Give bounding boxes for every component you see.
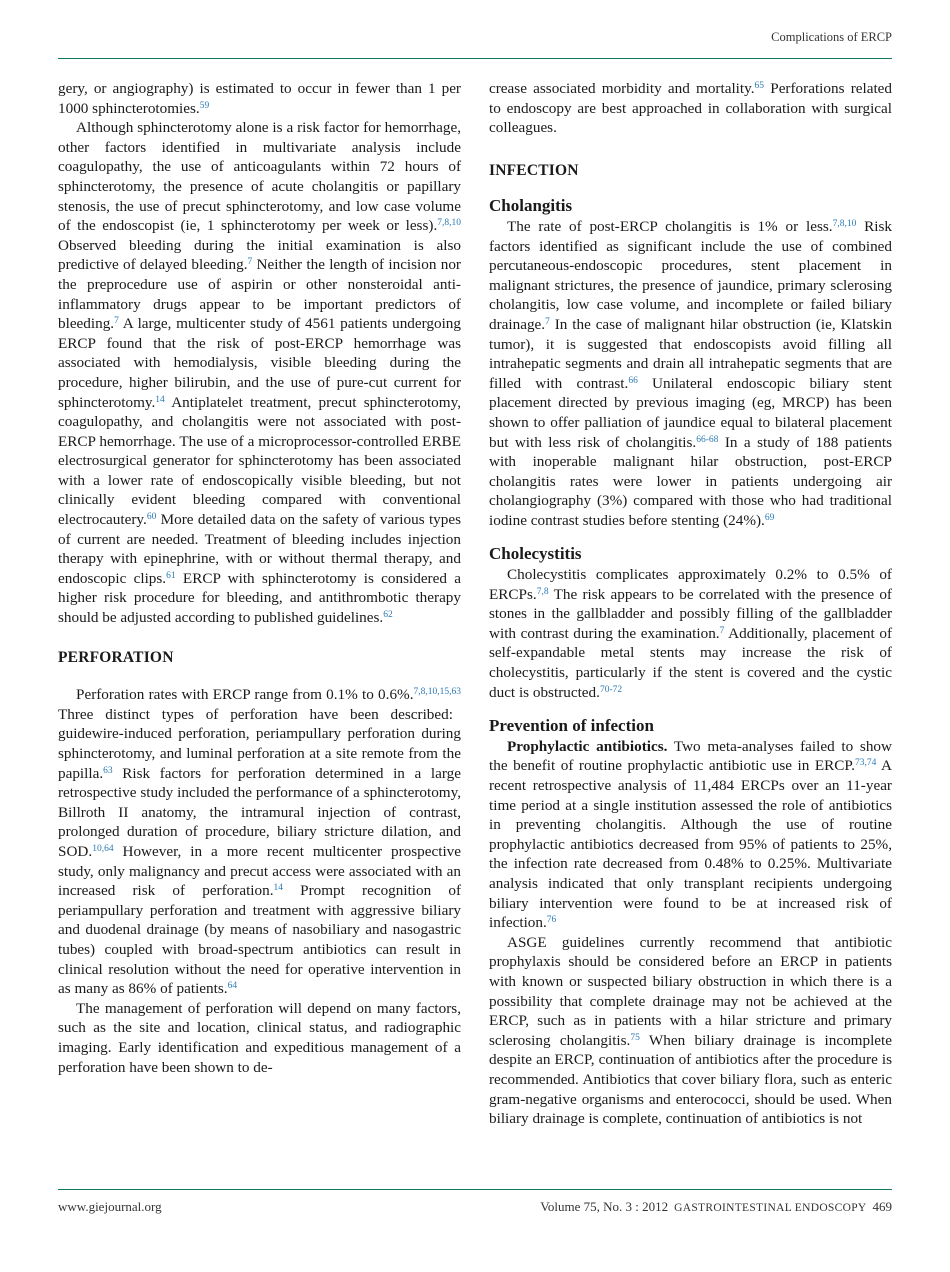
citation-link[interactable]: 60	[146, 512, 157, 523]
page-number: 469	[872, 1199, 892, 1214]
citation-link[interactable]: 69	[764, 512, 775, 523]
footer-citation	[540, 1199, 892, 1215]
citation-link[interactable]: 7	[247, 257, 253, 268]
paragraph: Although sphincterotomy alone is a risk factor for hemorrhage, other factors identified in multivariate analysis include coagulopathy, the use of anticoagulants within 72 hours of sphincterotomy, the presence of acute cholangitis or papillary stenosis, the use of precut sphincterotomy, and low case volume of the endoscopist (ie, 1 sphincterotomy per week or less).$^{7,8,10}$ Observed bleeding during the initial examination is also predictive of delayed bleeding.$^7$ Neither the length of incision nor the preprocedure use of aspirin or other nonsteroidal anti-inflammatory drugs appear to be important predictors of bleeding.$^7$ A large, multicenter study of 4561 patients undergoing ERCP found that the risk of post-ERCP hemorrhage was associated with hemodialysis, visible bleeding during the procedure, higher bilirubin, and the use of pure-cut current for sphincterotomy.$^{14}$ Antiplatelet treatment, precut sphincterotomy, coagulopathy, and cholangitis were not associated with post-ERCP hemorrhage. The use of a microprocessor-controlled ERBE electrosurgical generator for sphincterotomy has been associated with a lower rate of endoscopically visible bleeding, but not clinically evident bleeding compared with conventional electrocautery.$^{60}$ More detailed data on the safety of various types of current are needed. Treatment of bleeding includes injection therapy with epinephrine, with or without thermal therapy, and endoscopic clips.$^{61}$ ERCP with sphincterotomy is considered a higher risk procedure for bleeding, and antithrombotic therapy should be adjusted according to published guidelines.$^{62}$	[58, 119, 461, 627]
citation-link[interactable]: 7,8,10	[437, 218, 461, 229]
left-column	[58, 79, 461, 1077]
citation-link[interactable]: 76	[546, 915, 557, 926]
citation-link[interactable]: 73,74	[854, 758, 877, 769]
paragraph: Prophylactic antibiotics. Two meta-analyses failed to show the benefit of routine prophylactic antibiotic use in ERCP.$^{73,74}$ A recent retrospective analysis of 11,484 ERCPs over an 11-year time period at a single institution assessed the role of antibiotics in preventing cholangitis. Although the use of routine prophylactic antibiotics decreased from 95% of patients to 25%, the infection rate decreased from 0.48% to 0.25%. Multivariate analysis indicated that only transplant recipients undergoing biliary intervention were found to be at increased risk of infection.$^{76}$	[489, 737, 892, 932]
subsection-heading-cholecystitis: Cholecystitis	[489, 544, 582, 564]
paragraph: Cholecystitis complicates approximately 0.2% to 0.5% of ERCPs.$^{7,8}$ The risk appears to be correlated with the presence of stones in the gallbladder and possibly filling of the gallbladder with contrast during the examination.$^7$ Additionally, placement of self-expandable metal stents may increase the risk of cholecystitis, particularly if the stent is covered and the cystic duct is obstructed.$^{70-72}$	[489, 566, 892, 701]
citation-link[interactable]: 65	[754, 81, 765, 91]
citation-link[interactable]: 7,8	[536, 586, 549, 597]
section-heading-perforation: PERFORATION	[58, 648, 174, 666]
volume-info: Volume 75, No. 3 : 2012	[540, 1199, 669, 1214]
paragraph: ASGE guidelines currently recommend that antibiotic prophylaxis should be considered before an ERCP in patients with known or suspected biliary obstruction in which there is a possibility that complete drainage may not be achieved at the ERCP, such as in patients with a hilar stricture and primary sclerosing cholangitis.$^{75}$ When biliary drainage is incomplete despite an ERCP, continuation of antibiotics after the procedure is recommended. Antibiotics that cover biliary flora, such as enteric gram-negative organisms and enterococci, should be used. When biliary drainage is complete, continuation of antibiotics is not	[489, 933, 892, 1128]
paragraph: gery, or angiography) is estimated to occur in fewer than 1 per 1000 sphincterotomies.$^{59}$	[58, 80, 461, 117]
header-rule	[58, 58, 892, 59]
footer-rule	[58, 1189, 892, 1190]
citation-link[interactable]: 64	[227, 981, 238, 992]
subsection-heading-cholangitis: Cholangitis	[489, 196, 573, 216]
citation-link[interactable]: 70-72	[599, 684, 623, 695]
citation-link[interactable]: 62	[383, 610, 393, 621]
citation-link[interactable]: 7	[114, 316, 119, 327]
citation-link[interactable]: 66	[628, 375, 638, 386]
citation-link[interactable]: 66-68	[696, 434, 719, 445]
paragraph: Perforation rates with ERCP range from 0.1% to 0.6%.$^{7,8,10,15,63}$ Three distinct types of perforation have been described: guidewire-induced perforation, periampullary perforation during sphincterotomy, and luminal perforation at a site remote from the papilla.$^{63}$ Risk factors for perforation determined in a large retrospective study included the performance of a sphincterotomy, Billroth II anatomy, the intramural injection of contrast, prolonged duration of procedure, biliary stricture dilation, and SOD.$^{10,64}$ However, in a more recent multicenter prospective study, only malignancy and precut access were associated with an increased risk of perforation.$^{14}$ Prompt recognition of periampullary perforation and treatment with aggressive biliary and duodenal drainage (by means of nasobiliary and nasogastric tubes) coupled with broad-spectrum antibiotics can result in clinical resolution without the need for operative intervention in as many as 86% of patients.$^{64}$	[58, 686, 461, 998]
footer-website[interactable]: www.giejournal.org	[58, 1199, 162, 1214]
citation-link[interactable]: 61	[166, 570, 176, 581]
runin-heading: Prophylactic antibiotics.	[507, 737, 668, 755]
citation-link[interactable]: 14	[155, 394, 165, 405]
running-head: Complications of ERCP	[771, 30, 892, 44]
citation-link[interactable]: 7	[719, 625, 725, 636]
citation-link[interactable]: 14	[273, 883, 283, 894]
right-column	[489, 79, 892, 1129]
citation-link[interactable]: 7,8,10	[832, 218, 857, 229]
citation-link[interactable]: 7,8,10,15,63	[413, 687, 461, 698]
citation-link[interactable]: 7	[545, 316, 550, 327]
section-heading-infection: INFECTION	[489, 161, 579, 179]
citation-link[interactable]: 10,64	[92, 843, 114, 854]
citation-link[interactable]: 63	[103, 765, 113, 776]
citation-link[interactable]: 75	[630, 1032, 640, 1043]
paragraph: The management of perforation will depend on many factors, such as the site and location, clinical status, and radiographic imaging. Early identification and expeditious management of a perforation have been shown to de-	[58, 999, 461, 1076]
paragraph: The rate of post-ERCP cholangitis is 1% or less.$^{7,8,10}$ Risk factors identified as significant include the use of combined percutaneous-endoscopic procedures, stent placement in malignant strictures, the presence of jaundice, primary sclerosing cholangitis, low case volume, and incomplete or failed biliary drainage.$^7$ In the case of malignant hilar obstruction (ie, Klatskin tumor), it is suggested that endoscopists avoid filling all intrahepatic segments and drain all intrahepatic segments that are filled with contrast.$^{66}$ Unilateral endoscopic biliary stent placement directed by previous imaging (eg, MRCP) has been shown to offer palliation of jaundice equal to bilateral placement but with less risk of cholangitis.$^{66-68}$ In a study of 188 patients with inoperable malignant hilar obstruction, post-ERCP cholangitis rates were lower in patients undergoing air cholangiography (3%) compared with those who had traditional iodine contrast studies before stenting (24%).$^{69}$	[489, 217, 892, 529]
journal-name: GASTROINTESTINAL ENDOSCOPY	[674, 1202, 867, 1214]
subsection-heading-prevention: Prevention of infection	[489, 716, 654, 736]
paragraph: crease associated morbidity and mortality.$^{65}$ Perforations related to endoscopy are best approached in collaboration with surgical colleagues.	[489, 80, 893, 137]
citation-link[interactable]: 59	[199, 100, 210, 111]
